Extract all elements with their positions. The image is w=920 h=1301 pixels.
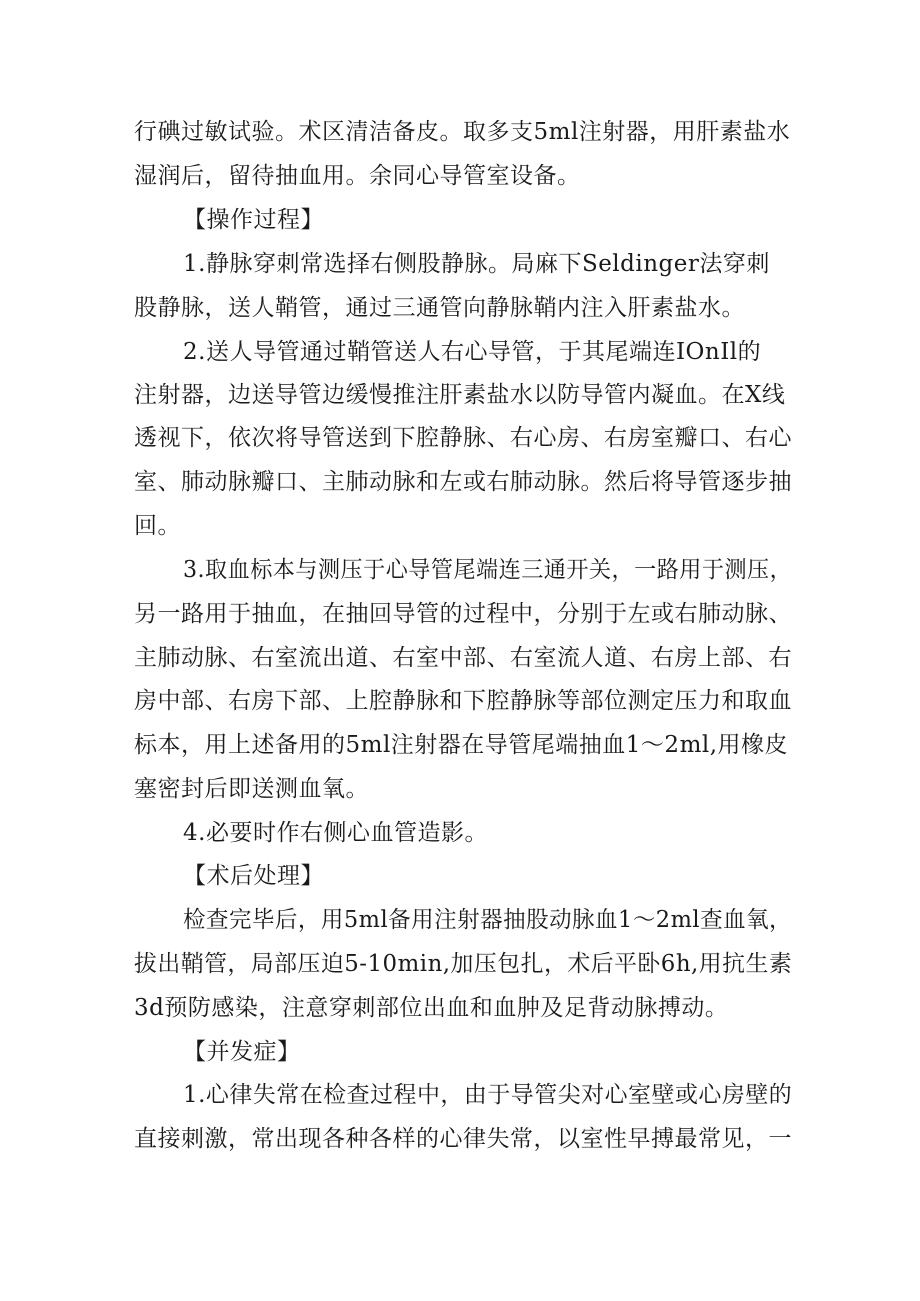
text-line: 室、肺动脉瓣口、主肺动脉和左或右肺动脉。然后将导管逐步抽 [134, 469, 792, 495]
text-line: 房中部、右房下部、上腔静脉和下腔静脉等部位测定压力和取血 [134, 688, 792, 714]
text-line: 湿润后，留待抽血用。余同心导管室设备。 [134, 163, 581, 189]
section-heading-postop: 【术后处理】 [183, 863, 324, 889]
text-line: 股静脉，送人鞘管，通过三通管向静脉鞘内注入肝素盐水。 [134, 295, 745, 321]
text-line: 3d预防感染，注意穿刺部位出血和血肿及足背动脉搏动。 [134, 995, 729, 1021]
text-line: 主肺动脉、右室流出道、右室中部、右室流人道、右房上部、右 [134, 645, 792, 671]
text-line: 塞密封后即送测血氧。 [134, 776, 369, 802]
text-line: 回。 [134, 513, 181, 539]
text-line: 检查完毕后，用5ml备用注射器抽股动脉血1～2ml查血氧， [183, 907, 793, 933]
text-line: 标本，用上述备用的5ml注射器在导管尾端抽血1～2ml,用橡皮 [134, 732, 789, 758]
text-line: 1.心律失常在检查过程中，由于导管尖对心室壁或心房壁的 [183, 1082, 793, 1108]
text-line: 3.取血标本与测压于心导管尾端连三通开关，一路用于测压， [183, 557, 793, 583]
section-heading-complications: 【并发症】 [183, 1039, 301, 1065]
text-line: 行碘过敏试验。术区清洁备皮。取多支5ml注射器，用肝素盐水 [134, 119, 791, 145]
text-line: 4.必要时作右侧心血管造影。 [183, 820, 488, 846]
text-line: 拔出鞘管，局部压迫5-10min,加压包扎，术后平卧6h,用抗生素 [134, 951, 793, 977]
section-heading-procedure: 【操作过程】 [183, 207, 324, 233]
text-line: 2.送人导管通过鞘管送人右心导管，于其尾端连IOnIl的 [183, 339, 762, 365]
text-line: 直接刺激，常出现各种各样的心律失常，以室性早搏最常见，一 [134, 1126, 792, 1152]
text-line: 注射器，边送导管边缓慢推注肝素盐水以防导管内凝血。在X线 [134, 382, 786, 408]
text-line: 1.静脉穿刺常选择右侧股静脉。局麻下Seldinger法穿刺 [183, 251, 770, 277]
text-line: 另一路用于抽血，在抽回导管的过程中，分别于左或右肺动脉、 [134, 601, 792, 627]
text-line: 透视下，依次将导管送到下腔静脉、右心房、右房室瓣口、右心 [134, 425, 792, 451]
